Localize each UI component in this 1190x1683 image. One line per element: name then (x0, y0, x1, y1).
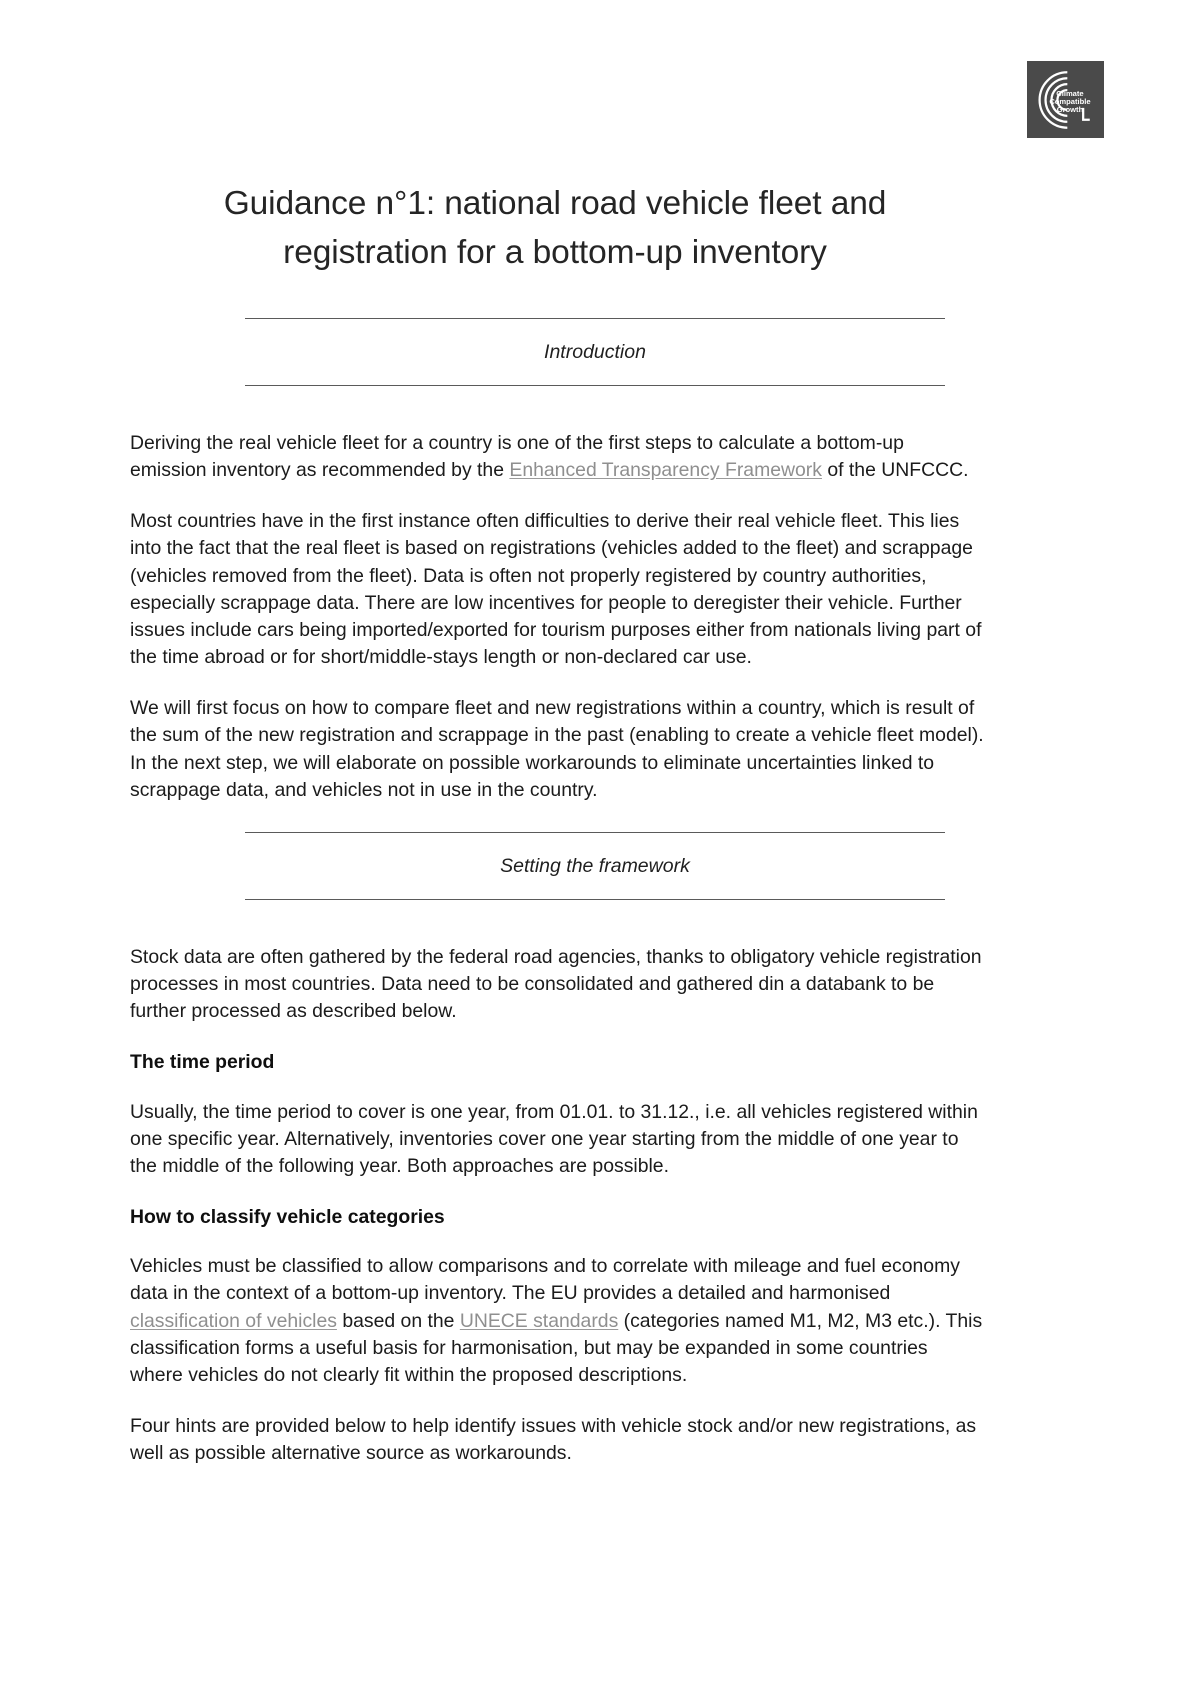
body-paragraph: Four hints are provided below to help identify issues with vehicle stock and/or new registrations, as well as possible alternative source as workarounds. (130, 1415, 977, 1465)
section-body-1 (130, 430, 985, 804)
section-title: Introduction (544, 341, 646, 363)
climate-compatible-growth-logo (1027, 61, 1104, 138)
section-header-2 (0, 832, 1190, 900)
page-title-line-2: registration for a bottom-up inventory (283, 234, 827, 271)
section-rule-bottom (245, 899, 945, 900)
body-paragraph: Stock data are often gathered by the federal road agencies, thanks to obligatory vehicle registration processes in most countries. Data need to be consolidated and gathered din a databank to be further processed as described below. (130, 946, 982, 1023)
subheading: How to classify vehicle categories (130, 1206, 445, 1229)
body-paragraph: Deriving the real vehicle fleet for a country is one of the first steps to calculate a bottom-up emission inventory as recommended by the Enhanced Transparency Framework of the UNFCCC. (130, 432, 969, 482)
subheading: The time period (130, 1051, 275, 1074)
ccg-mark-icon (1033, 67, 1099, 133)
body-paragraph: Vehicles must be classified to allow comparisons and to correlate with mileage and fuel economy data in the context of a bottom-up inventory. The EU provides a detailed and harmonised classification of vehicles based on the UNECE standards (categories named M1, M2, M3 etc.). This classification forms a useful basis for harmonisation, but may be expanded in some countries where vehicles do not clearly fit within the proposed descriptions. (130, 1255, 983, 1386)
body-paragraph: Usually, the time period to cover is one year, from 01.01. to 31.12., i.e. all vehicles registered within one specific year. Alternatively, inventories cover one year starting from the middle of one year to the middle of the following year. Both approaches are possible. (130, 1100, 978, 1177)
inline-link[interactable]: Enhanced Transparency Framework (509, 459, 822, 482)
inline-link[interactable]: classification of vehicles (130, 1309, 337, 1332)
logo-text-compatible: Compatible (1048, 96, 1091, 106)
section-title: Setting the framework (500, 855, 690, 877)
body-paragraph: We will first focus on how to compare fleet and new registrations within a country, which is result of the sum of the new registration and scrappage in the past (enabling to create a vehicle fleet model). In the next step, we will elaborate on possible workarounds to eliminate uncertainties linked to scrappage data, and vehicles not in use in the country. (130, 697, 984, 801)
section-body-2 (130, 944, 985, 1467)
logo-text-growth: Growth (1056, 104, 1083, 114)
body-paragraph: Most countries have in the first instance often difficulties to derive their real vehicle fleet. This lies into the fact that the real fleet is based on registrations (vehicles added to the fleet) and scrappage (vehicles removed from the fleet). Data is often not properly registered by country authorities, especially scrappage data. There are low incentives for people to deregister their vehicle. Further issues include cars being imported/exported for tourism purposes either from nationals living part of the time abroad or for short/middle-stays length or non-declared car use. (130, 510, 982, 669)
inline-link[interactable]: UNECE standards (459, 1309, 619, 1332)
page-title-line-1: Guidance n°1: national road vehicle fleet and (223, 185, 887, 223)
logo-text-climate: Climate (1055, 88, 1084, 98)
section-header-1 (0, 318, 1190, 386)
section-rule-bottom (245, 385, 945, 386)
page-title (170, 180, 940, 277)
